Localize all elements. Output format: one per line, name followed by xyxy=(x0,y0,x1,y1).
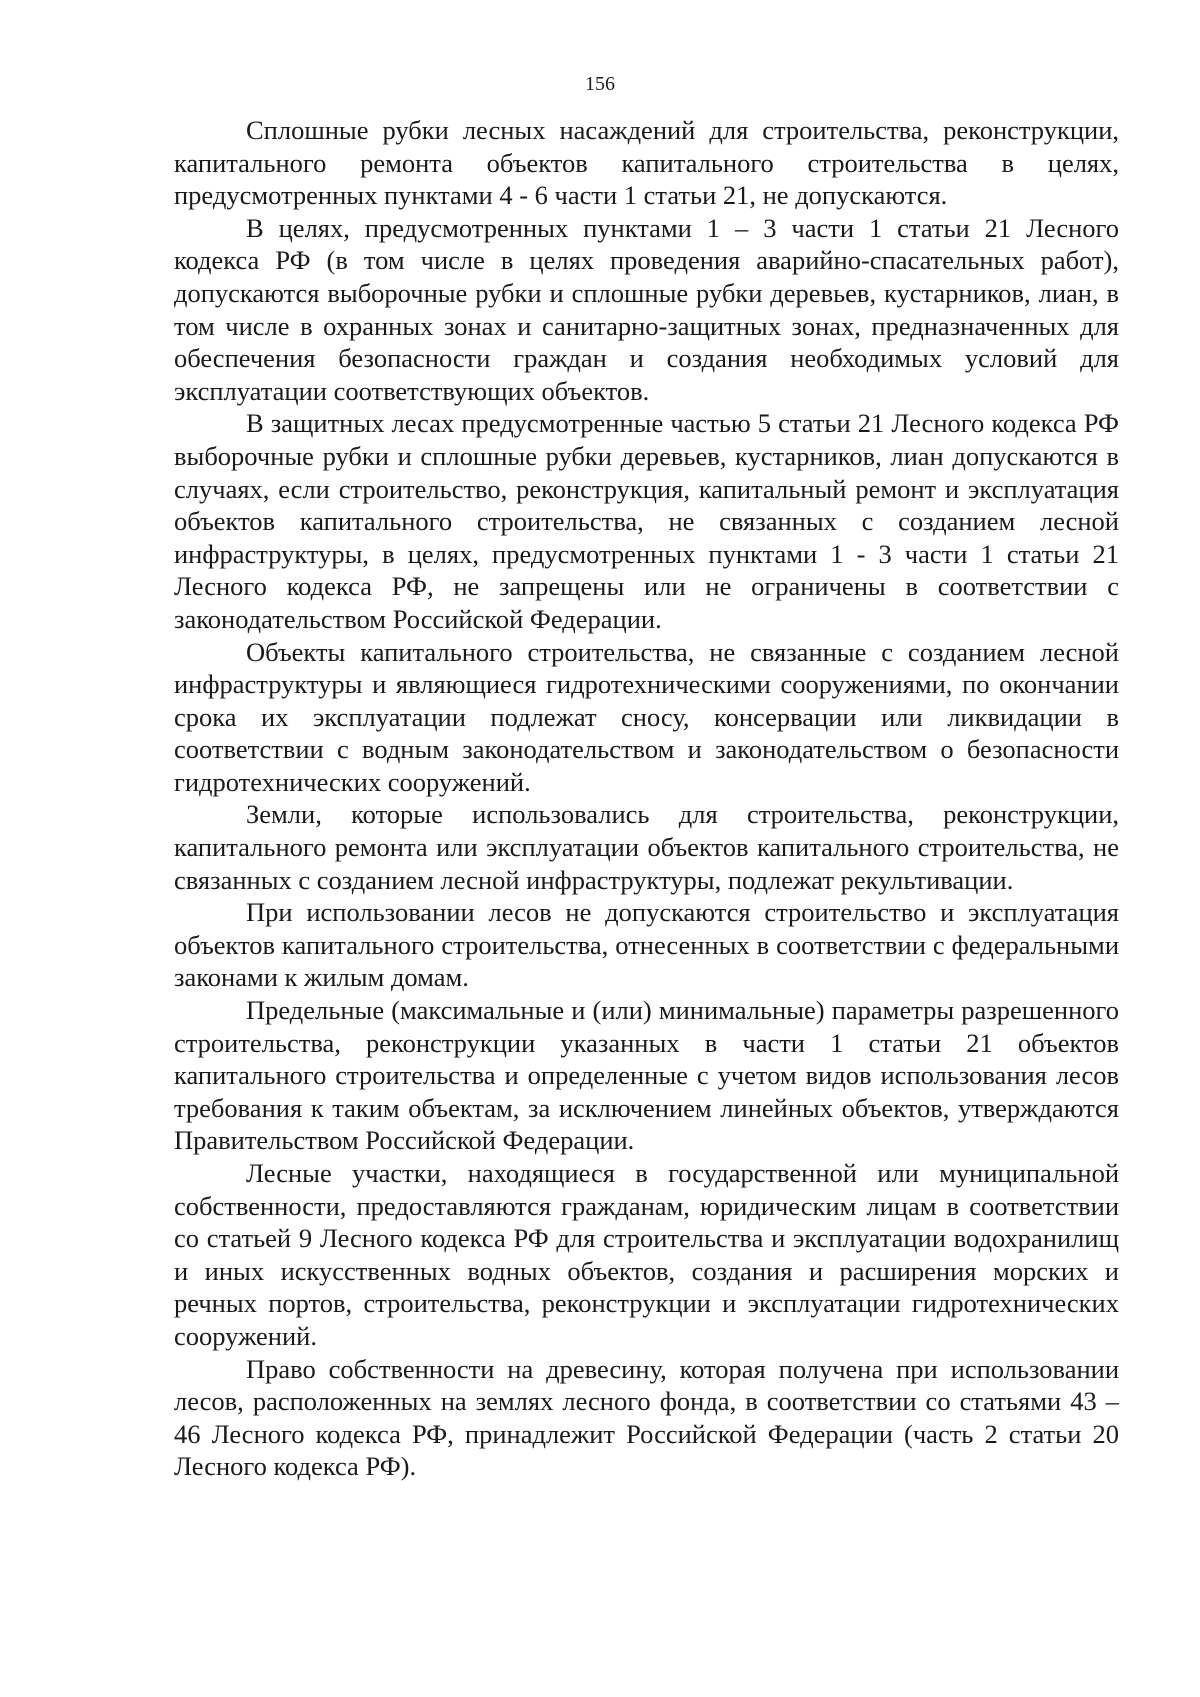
paragraph-land-plots-provision: Лесные участки, находящиеся в государственной или муниципальной собственности, предоставляются гражданам, юридическим лицам в соответствии со статьей 9 Лесного кодекса РФ для строительства и эксплуатации водохранилищ и иных искусственных водных объектов, создания и расширения морских и речных портов, строительства, реконструкции и эксплуатации гидротехнических сооружений. xyxy=(174,1158,1119,1351)
paragraph-land-recultivation: Земли, которые использовались для строительства, реконструкции, капитального ремонта или эксплуатации объектов капитального строительства, не связанных с созданием лесной инфраструктуры, подлежат рекультивации. xyxy=(174,799,1119,895)
paragraph-hydraulic-structures: Объекты капитального строительства, не связанные с созданием лесной инфраструктуры и являющиеся гидротехническими сооружениями, по окончании срока их эксплуатации подлежат сносу, консервации или ликвидации в соответствии с водным законодательством и законодательством о безопасности гидротехнических сооружений. xyxy=(174,636,1119,797)
paragraph-permitted-felling: В целях, предусмотренных пунктами 1 – 3 части 1 статьи 21 Лесного кодекса РФ (в том числе в целях проведения аварийно-спасательных работ), допускаются выборочные рубки и сплошные рубки деревьев, кустарников, лиан, в том числе в охранных зонах и санитарно-защитных зонах, предназначенных для обеспечения безопасности граждан и создания необходимых условий для эксплуатации соответствующих объектов. xyxy=(174,212,1119,406)
paragraph-residential-ban: При использовании лесов не допускаются строительство и эксплуатация объектов капитального строительства, отнесенных в соответствии с федеральными законами к жилым домам. xyxy=(174,897,1119,993)
paragraph-construction-parameters: Предельные (максимальные и (или) минимальные) параметры разрешенного строительства, реконструкции указанных в части 1 статьи 21 объектов капитального строительства и определенные с учетом видов использования лесов требования к таким объектам, за исключением линейных объектов, утверждаются Правительством Российской Федерации. xyxy=(174,995,1119,1156)
paragraph-construction-clearcut-ban: Сплошные рубки лесных насаждений для строительства, реконструкции, капитального ремонта объектов капитального строительства в целях, предусмотренных пунктами 4 - 6 части 1 статьи 21, не допускаются. xyxy=(174,115,1119,211)
paragraph-protective-forests: В защитных лесах предусмотренные частью 5 статьи 21 Лесного кодекса РФ выборочные рубки и сплошные рубки деревьев, кустарников, лиан допускаются в случаях, если строительство, реконструкция, капитальный ремонт и эксплуатация объектов капитального строительства, не связанных с созданием лесной инфраструктуры, в целях, предусмотренных пунктами 1 - 3 части 1 статьи 21 Лесного кодекса РФ, не запрещены или не ограничены в соответствии с законодательством Российской Федерации. xyxy=(174,408,1119,634)
document-body xyxy=(174,114,1119,1483)
page-number: 156 xyxy=(585,73,615,95)
paragraph-timber-ownership: Право собственности на древесину, которая получена при использовании лесов, расположенных на землях лесного фонда, в соответствии со статьями 43 – 46 Лесного кодекса РФ, принадлежит Российской Федерации (часть 2 статьи 20 Лесного кодекса РФ). xyxy=(174,1353,1119,1482)
